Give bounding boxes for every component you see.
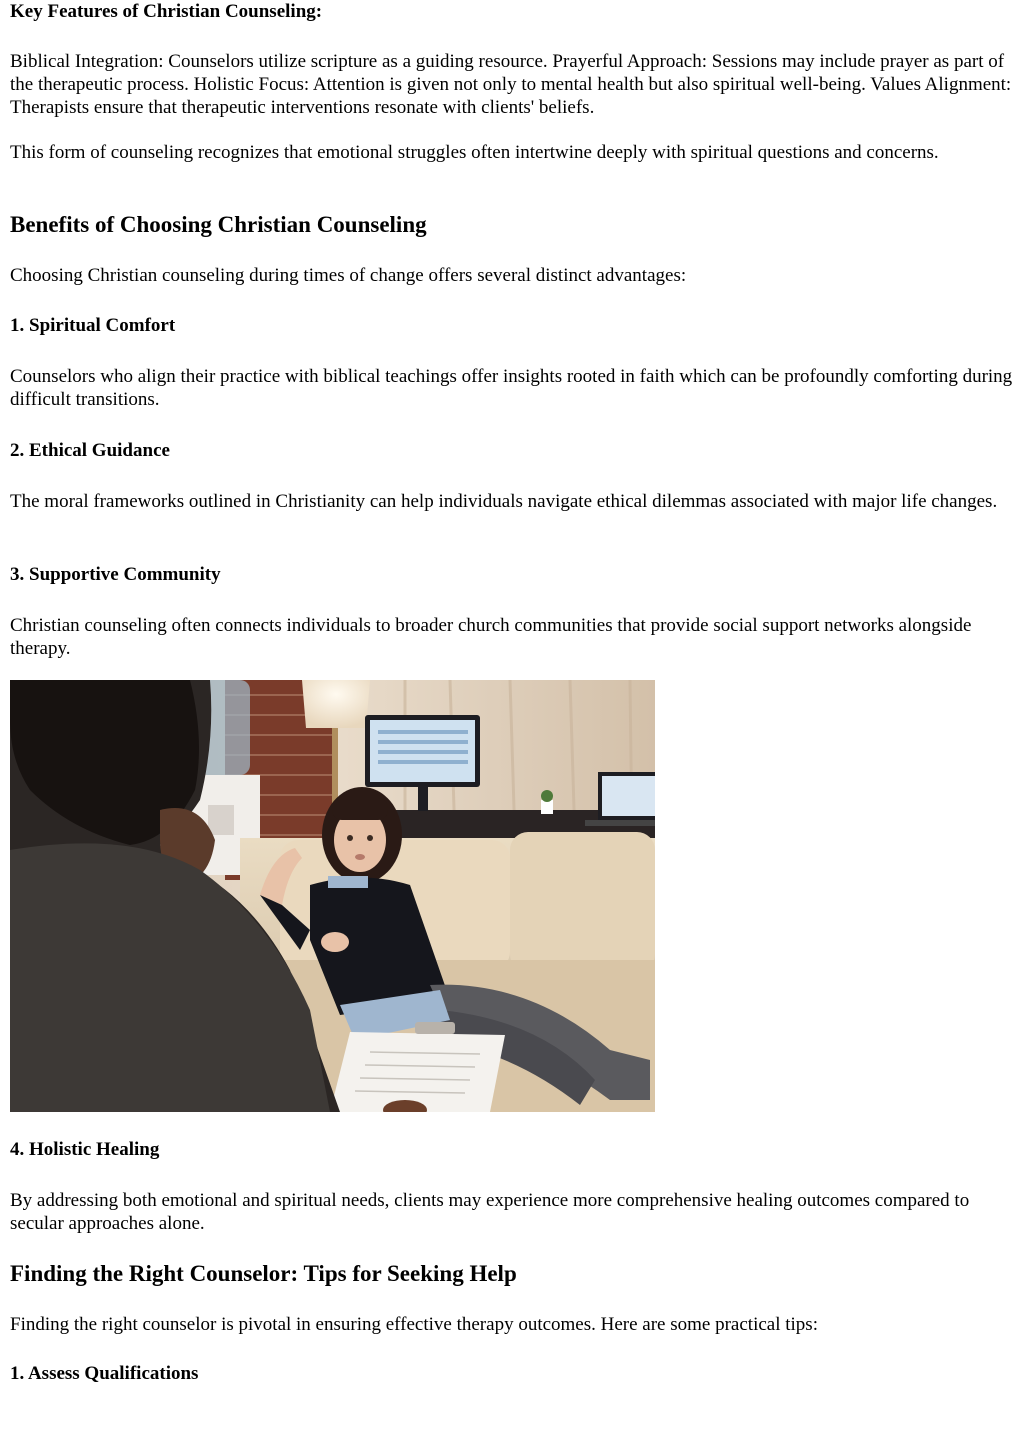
benefits-intro-paragraph: Choosing Christian counseling during times of change offers several distinct advantages: (10, 265, 687, 286)
benefit-3-paragraph: Christian counseling often connects individuals to broader church communities that provide social support networks alongside therapy. (10, 615, 972, 659)
benefit-3-heading: 3. Supportive Community (10, 564, 221, 585)
benefits-heading: Benefits of Choosing Christian Counseling (10, 212, 427, 237)
finding-intro-paragraph: Finding the right counselor is pivotal in ensuring effective therapy outcomes. Here are some practical tips: (10, 1314, 818, 1335)
tip-1-heading: 1. Assess Qualifications (10, 1363, 199, 1384)
therapy-session-photo (10, 680, 655, 1112)
key-features-paragraph: Biblical Integration: Counselors utilize scripture as a guiding resource. Prayerful Approach: Sessions may include prayer as part of the therapeutic process. Holistic Focus: Attention is given not only to mental health but also spiritual well-being. Values Alignment: Therapists ensure that therapeutic interventions resonate with clients' beliefs. (10, 51, 1012, 118)
benefit-4-paragraph: By addressing both emotional and spiritual needs, clients may experience more comprehensive healing outcomes compared to secular approaches alone. (10, 1190, 970, 1234)
benefit-1-heading: 1. Spiritual Comfort (10, 315, 176, 336)
benefit-4-heading: 4. Holistic Healing (10, 1139, 160, 1160)
benefit-1-paragraph: Counselors who align their practice with biblical teachings offer insights rooted in faith which can be profoundly comforting during difficult transitions. (10, 366, 1013, 410)
recognition-paragraph: This form of counseling recognizes that emotional struggles often intertwine deeply with spiritual questions and concerns. (10, 142, 939, 163)
finding-counselor-heading: Finding the Right Counselor: Tips for Seeking Help (10, 1261, 517, 1286)
benefit-2-heading: 2. Ethical Guidance (10, 440, 170, 461)
benefit-2-paragraph: The moral frameworks outlined in Christianity can help individuals navigate ethical dilemmas associated with major life changes. (10, 491, 998, 512)
key-features-heading: Key Features of Christian Counseling: (10, 1, 323, 22)
